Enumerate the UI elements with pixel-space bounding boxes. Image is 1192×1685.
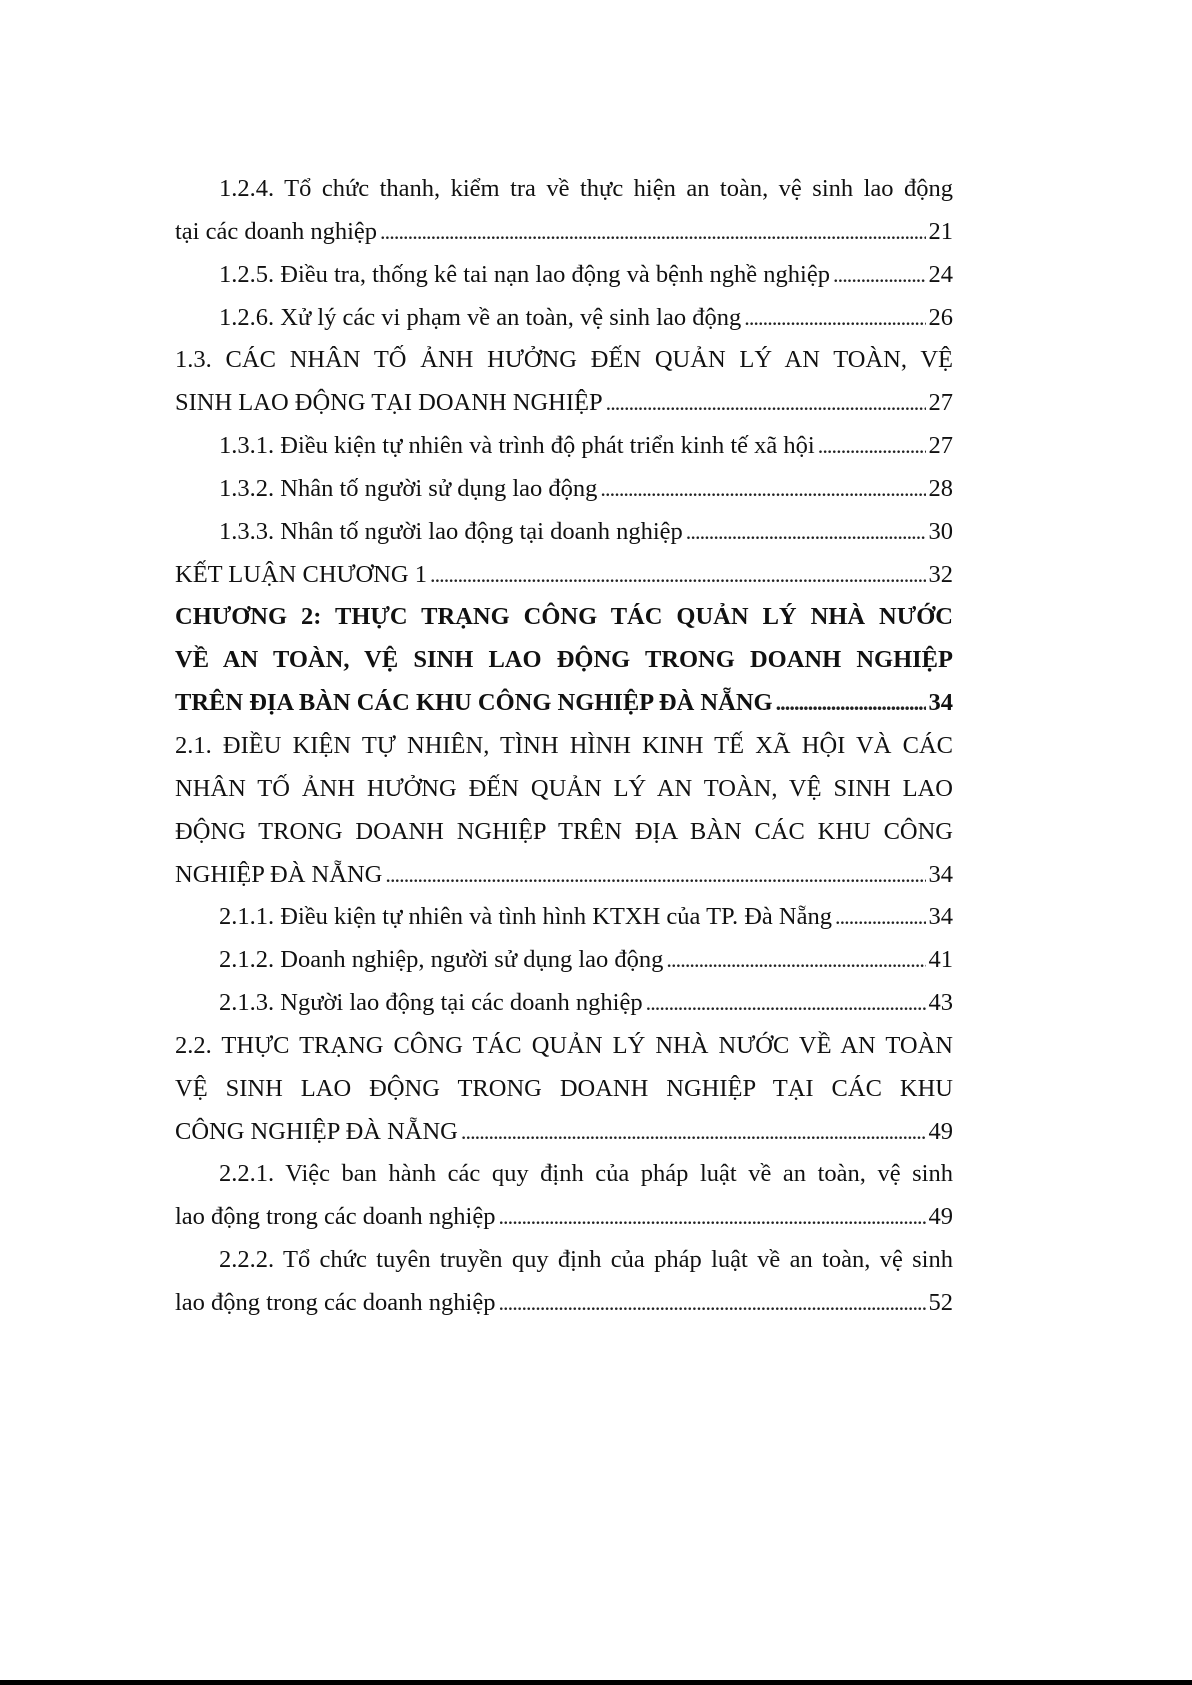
toc-page-number: 27 [928,389,953,417]
toc-line [175,982,953,1025]
toc-entry-text: TRÊN ĐỊA BÀN CÁC KHU CÔNG NGHIỆP ĐÀ NẴNG [175,689,773,717]
toc-line [175,382,953,425]
toc-entry-1-3[interactable] [175,339,953,425]
toc-line [175,1196,953,1239]
toc-entry-text: ĐỘNG TRONG DOANH NGHIỆP TRÊN ĐỊA BÀN CÁC KHU CÔNG [175,817,953,845]
toc-entry-text: 2.1. ĐIỀU KIỆN TỰ NHIÊN, TÌNH HÌNH KINH TẾ XÃ HỘI VÀ CÁC [175,731,953,759]
toc-entry-2-2[interactable] [175,1025,953,1154]
toc-entry-2-1[interactable] [175,725,953,896]
dot-leader [686,511,926,554]
toc-line [175,168,953,211]
toc-entry-text: 1.2.4. Tổ chức thanh, kiểm tra về thực hiện an toàn, vệ sinh lao động [219,175,953,202]
dot-leader [833,254,926,297]
toc-entry-text: 1.3.2. Nhân tố người sử dụng lao động [219,474,598,502]
toc-line [175,1068,953,1111]
toc-entry-text: 2.2. THỰC TRẠNG CÔNG TÁC QUẢN LÝ NHÀ NƯỚC VỀ AN TOÀN [175,1031,953,1059]
toc-page-number: 27 [928,432,953,460]
toc-line [175,639,953,682]
toc-line [175,1239,953,1282]
dot-leader [461,1111,926,1154]
dot-leader [666,939,925,982]
toc-entry-2-2-1[interactable] [175,1153,953,1239]
toc-entry-2-1-2[interactable] [175,939,953,982]
toc-page-number: 28 [928,474,953,502]
toc-line [175,1282,953,1325]
toc-page-number: 43 [928,989,953,1017]
toc-line [175,682,953,725]
toc-entry-text: tại các doanh nghiệp [175,217,378,245]
toc-entry-1-2-5[interactable] [175,254,953,297]
toc-entry-text: 2.1.2. Doanh nghiệp, người sử dụng lao động [219,946,664,974]
toc-page-number: 34 [928,689,953,717]
toc-entry-1-3-3[interactable] [175,511,953,554]
dot-leader [430,554,926,597]
toc-line [175,468,953,511]
dot-leader [776,682,926,725]
dot-leader [835,896,926,939]
toc-page-number: 34 [928,903,953,931]
toc-entry-text: 1.2.6. Xử lý các vi phạm về an toàn, vệ sinh lao động [219,303,742,331]
toc-entry-1-3-1[interactable] [175,425,953,468]
toc-entry-text: 2.2.2. Tổ chức tuyên truyền quy định của pháp luật về an toàn, vệ sinh [219,1246,953,1274]
dot-leader [498,1196,925,1239]
toc-line [175,939,953,982]
toc-line [175,725,953,768]
toc-line [175,1025,953,1068]
toc-line [175,511,953,554]
toc-entry-text: 2.1.1. Điều kiện tự nhiên và tình hình KTXH của TP. Đà Nẵng [219,903,832,931]
toc-entry-text: 1.3.1. Điều kiện tự nhiên và trình độ phát triển kinh tế xã hội [219,432,815,460]
toc-page-number: 49 [928,1117,953,1145]
dot-leader [818,425,926,468]
toc-line [175,254,953,297]
dot-leader [606,382,926,425]
toc-entry-chuong-2[interactable] [175,596,953,725]
toc-line [175,297,953,340]
toc-line [175,768,953,811]
dot-leader [646,982,926,1025]
toc-page-number: 24 [928,260,953,288]
toc-entry-text: lao động trong các doanh nghiệp [175,1203,496,1231]
toc-entry-text: 2.1.3. Người lao động tại các doanh nghiệp [219,989,643,1017]
toc-page-number: 52 [928,1288,953,1316]
toc-line [175,554,953,597]
toc-entry-text: NHÂN TỐ ẢNH HƯỞNG ĐẾN QUẢN LÝ AN TOÀN, VỆ SINH LAO [175,774,953,802]
toc-entry-1-2-6[interactable] [175,297,953,340]
toc-entry-text: 1.2.5. Điều tra, thống kê tai nạn lao động và bệnh nghề nghiệp [219,260,830,288]
toc-line [175,425,953,468]
toc-entry-2-1-1[interactable] [175,896,953,939]
toc-entry-1-3-2[interactable] [175,468,953,511]
toc-entry-1-2-4[interactable] [175,168,953,254]
toc-line [175,811,953,854]
dot-leader [744,297,925,340]
toc-entry-2-2-2[interactable] [175,1239,953,1325]
toc-page-number: 26 [928,303,953,331]
toc-entry-text: NGHIỆP ĐÀ NẴNG [175,860,383,888]
dot-leader [498,1282,925,1325]
toc-page-number: 34 [928,860,953,888]
toc-page-number: 30 [928,517,953,545]
toc-page-number: 41 [928,946,953,974]
toc-entry-text: VỀ AN TOÀN, VỆ SINH LAO ĐỘNG TRONG DOANH NGHIỆP [175,646,953,674]
toc-entry-text: lao động trong các doanh nghiệp [175,1288,496,1316]
toc-page-number: 21 [928,217,953,245]
toc-line [175,854,953,897]
toc-entry-text: 2.2.1. Việc ban hành các quy định của pháp luật về an toàn, vệ sinh [219,1160,953,1188]
toc-line [175,896,953,939]
toc-page-number: 32 [928,560,953,588]
toc-line [175,211,953,254]
toc-entry-text: SINH LAO ĐỘNG TẠI DOANH NGHIỆP [175,389,603,417]
toc-page-number: 49 [928,1203,953,1231]
toc-line [175,1111,953,1154]
page-bottom-edge [0,1680,1192,1685]
toc-entry-text: KẾT LUẬN CHƯƠNG 1 [175,560,427,588]
dot-leader [380,211,925,254]
toc-entry-text: 1.3.3. Nhân tố người lao động tại doanh nghiệp [219,517,683,545]
table-of-contents [175,168,953,1325]
toc-entry-text: CHƯƠNG 2: THỰC TRẠNG CÔNG TÁC QUẢN LÝ NHÀ NƯỚC [175,603,953,631]
dot-leader [600,468,925,511]
dot-leader [385,854,925,897]
toc-entry-text: CÔNG NGHIỆP ĐÀ NẴNG [175,1117,458,1145]
toc-line [175,1153,953,1196]
toc-line [175,596,953,639]
toc-line [175,339,953,382]
toc-entry-ket-luan-1[interactable] [175,554,953,597]
toc-entry-2-1-3[interactable] [175,982,953,1025]
toc-entry-text: VỆ SINH LAO ĐỘNG TRONG DOANH NGHIỆP TẠI CÁC KHU [175,1074,953,1102]
toc-entry-text: 1.3. CÁC NHÂN TỐ ẢNH HƯỞNG ĐẾN QUẢN LÝ AN TOÀN, VỆ [175,346,953,374]
